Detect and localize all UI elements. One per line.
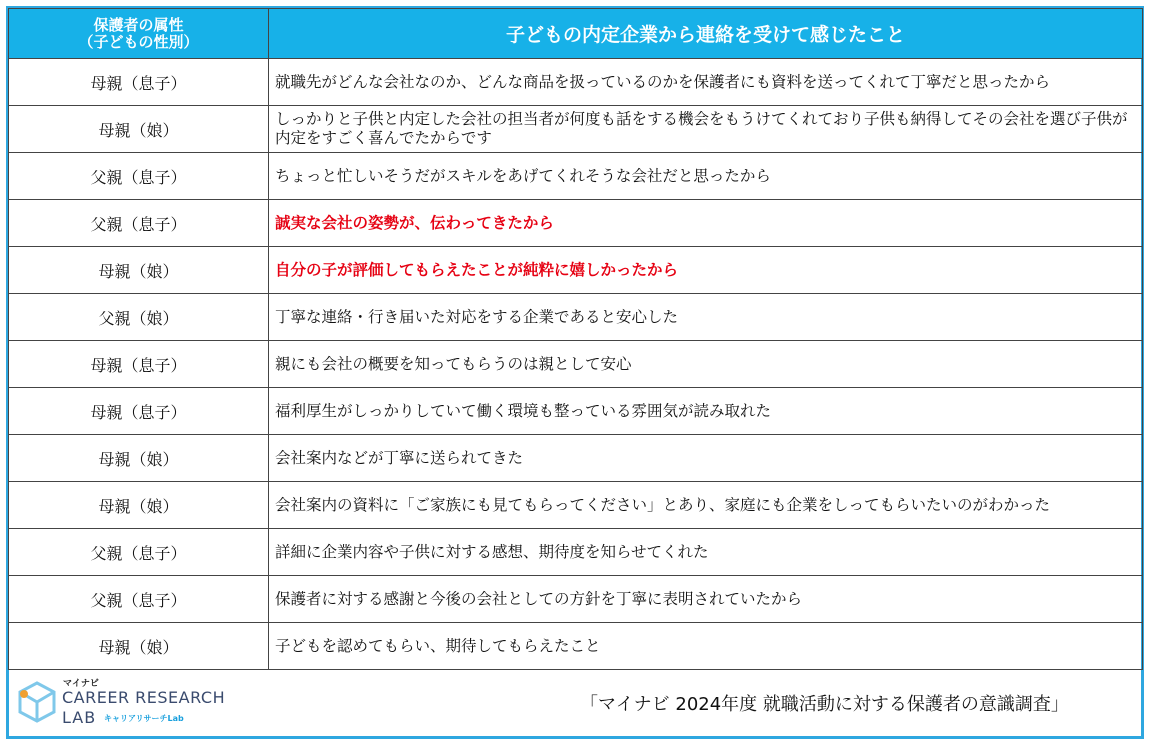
table-header-row <box>9 9 1143 59</box>
row-comment: 福利厚生がしっかりしていて働く環境も整っている雰囲気が読み取れた <box>269 388 1143 435</box>
row-attribute: 母親（息子） <box>9 59 269 106</box>
row-attribute: 母親（娘） <box>9 106 269 153</box>
table-row <box>9 59 1143 106</box>
comment-column-header: 子どもの内定企業から連絡を受けて感じたこと <box>269 9 1143 59</box>
attribute-header-line2: （子どもの性別） <box>78 32 199 51</box>
table-row <box>9 623 1143 670</box>
row-comment: 子どもを認めてもらい、期待してもらえたこと <box>269 623 1143 670</box>
row-attribute: 母親（娘） <box>9 435 269 482</box>
row-comment: しっかりと子供と内定した会社の担当者が何度も話をする機会をもうけてくれており子供も納得してその会社を選び子供が内定をすごく喜んでたからです <box>269 106 1143 153</box>
table-row <box>9 576 1143 623</box>
row-attribute: 母親（娘） <box>9 623 269 670</box>
table-row <box>9 106 1143 153</box>
row-comment: 丁寧な連絡・行き届いた対応をする企業であると安心した <box>269 294 1143 341</box>
row-attribute: 父親（息子） <box>9 153 269 200</box>
survey-source: 「マイナビ 2024年度 就職活動に対する保護者の意識調査」 <box>580 694 1069 715</box>
table-row <box>9 388 1143 435</box>
table-row <box>9 247 1143 294</box>
row-comment: 会社案内などが丁寧に送られてきた <box>269 435 1143 482</box>
table-row <box>9 153 1143 200</box>
row-attribute: 母親（息子） <box>9 341 269 388</box>
attribute-column-header <box>9 9 269 59</box>
row-comment-highlighted: 自分の子が評価してもらえたことが純粋に嬉しかったから <box>269 247 1143 294</box>
logo-title-line2: LAB <box>62 708 97 727</box>
logo-brand: マイナビ <box>63 679 99 689</box>
row-attribute: 母親（娘） <box>9 482 269 529</box>
row-attribute: 父親（息子） <box>9 529 269 576</box>
table-body <box>9 59 1143 670</box>
attribute-header-line1: 保護者の属性 <box>93 15 184 34</box>
survey-table <box>8 8 1143 670</box>
table-row <box>9 341 1143 388</box>
row-comment: 保護者に対する感謝と今後の会社としての方針を丁寧に表明されていたから <box>269 576 1143 623</box>
row-comment: 詳細に企業内容や子供に対する感想、期待度を知らせてくれた <box>269 529 1143 576</box>
row-comment: ちょっと忙しいそうだがスキルをあげてくれそうな会社だと思ったから <box>269 153 1143 200</box>
logo-title-line1: CAREER RESEARCH <box>62 688 226 707</box>
logo-japanese-name: キャリアリサーチLab <box>104 714 184 723</box>
table-row <box>9 529 1143 576</box>
career-research-lab-logo <box>16 676 226 732</box>
row-attribute: 母親（息子） <box>9 388 269 435</box>
row-attribute: 母親（娘） <box>9 247 269 294</box>
table-row <box>9 482 1143 529</box>
lab-cube-icon <box>16 680 58 724</box>
table-row <box>9 200 1143 247</box>
row-attribute: 父親（息子） <box>9 200 269 247</box>
row-attribute: 父親（息子） <box>9 576 269 623</box>
table-row <box>9 435 1143 482</box>
row-comment-highlighted: 誠実な会社の姿勢が、伝わってきたから <box>269 200 1143 247</box>
row-comment: 親にも会社の概要を知ってもらうのは親として安心 <box>269 341 1143 388</box>
row-comment: 就職先がどんな会社なのか、どんな商品を扱っているのかを保護者にも資料を送ってくれて丁寧だと思ったから <box>269 59 1143 106</box>
row-attribute: 父親（娘） <box>9 294 269 341</box>
table-row <box>9 294 1143 341</box>
row-comment: 会社案内の資料に「ご家族にも見てもらってください」とあり、家庭にも企業をしってもらいたいのがわかった <box>269 482 1143 529</box>
